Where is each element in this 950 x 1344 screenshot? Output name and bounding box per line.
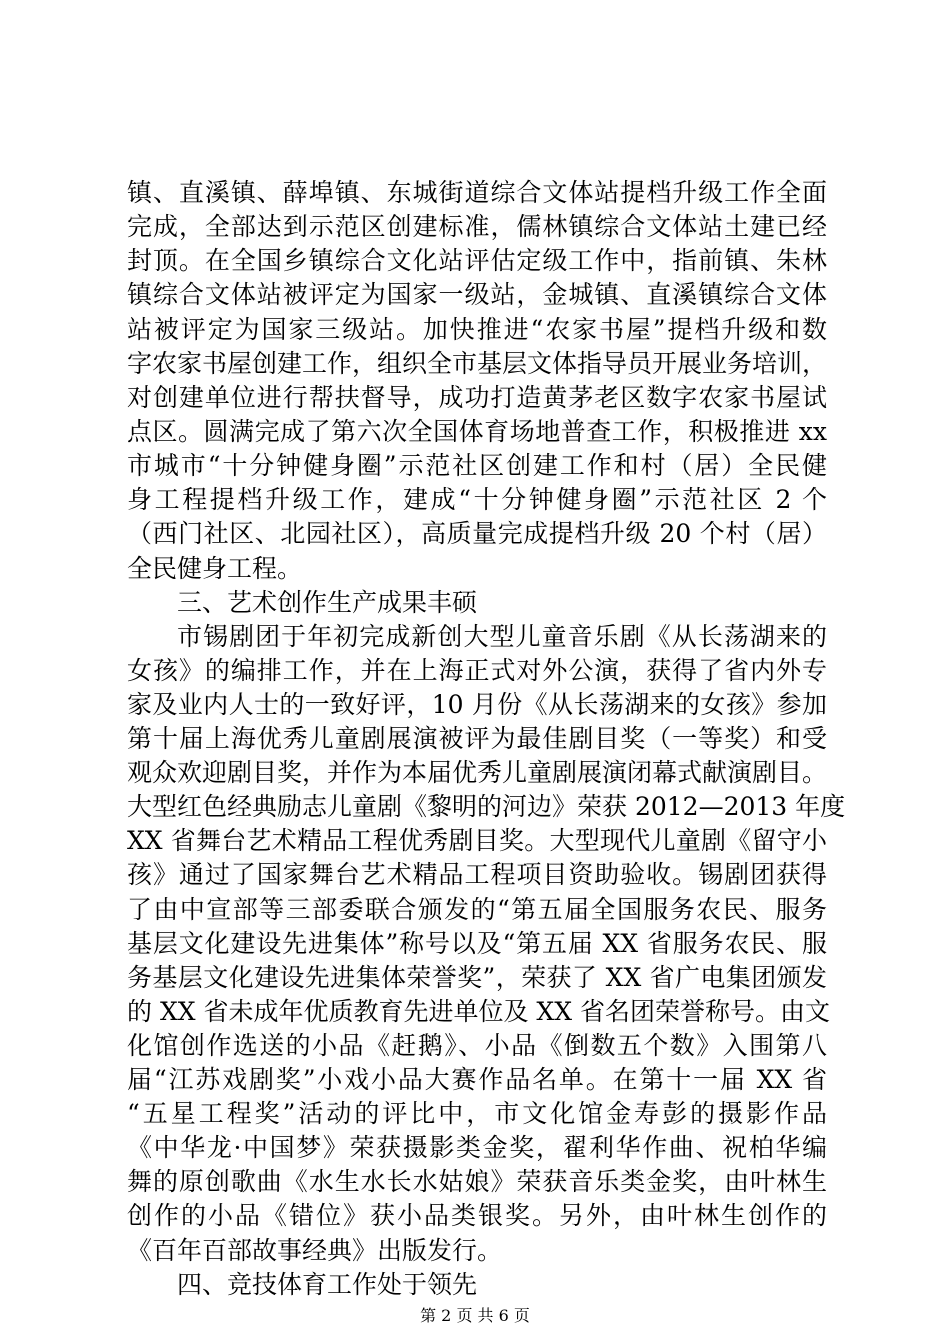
text-line: 观众欢迎剧目奖，并作为本届优秀儿童剧展演闭幕式献演剧目。 bbox=[127, 758, 828, 787]
text-line: 女孩》的编排工作，并在上海正式对外公演，获得了省内外专 bbox=[127, 656, 827, 685]
text-line: 完成，全部达到示范区创建标准，儒林镇综合文体站土建已经 bbox=[127, 212, 827, 241]
text-line: 封顶。在全国乡镇综合文化站评估定级工作中，指前镇、朱林 bbox=[127, 246, 827, 275]
text-line: 了由中宣部等三部委联合颁发的“第五届全国服务农民、服务 bbox=[127, 895, 827, 924]
text-line: 化馆创作选送的小品《赶鹅》、小品《倒数五个数》入围第八 bbox=[127, 1031, 827, 1060]
section-heading: 四、竞技体育工作处于领先 bbox=[177, 1270, 478, 1299]
paragraph-first-line: 市锡剧团于年初完成新创大型儿童音乐剧《从长荡湖来的 bbox=[177, 622, 827, 651]
text-line: 《百年百部故事经典》出版发行。 bbox=[127, 1236, 503, 1265]
text-line: 站被评定为国家三级站。加快推进“农家书屋”提档升级和数 bbox=[127, 315, 827, 344]
text-line: 孩》通过了国家舞台艺术精品工程项目资助验收。锡剧团获得 bbox=[127, 860, 827, 889]
page-footer: 第 2 页 共 6 页 bbox=[420, 1306, 530, 1325]
text-line: 全民健身工程。 bbox=[127, 554, 303, 583]
text-line: 基层文化建设先进集体”称号以及“第五届 XX 省服务农民、服 bbox=[127, 929, 827, 958]
text-line: 点区。圆满完成了第六次全国体育场地普查工作，积极推进 xx bbox=[127, 417, 827, 446]
text-line: 《中华龙·中国梦》荣获摄影类金奖，翟利华作曲、祝柏华编 bbox=[127, 1133, 827, 1162]
text-line: （西门社区、北园社区），高质量完成提档升级 20 个村（居） bbox=[127, 519, 827, 548]
text-line: “五星工程奖”活动的评比中，市文化馆金寿彭的摄影作品 bbox=[127, 1099, 827, 1128]
text-line: 字农家书屋创建工作，组织全市基层文体指导员开展业务培训， bbox=[127, 349, 828, 378]
text-line: 镇、直溪镇、薛埠镇、东城街道综合文体站提档升级工作全面 bbox=[127, 178, 827, 207]
text-line: 务基层文化建设先进集体荣誉奖”，荣获了 XX 省广电集团颁发 bbox=[127, 963, 827, 992]
text-line: 大型红色经典励志儿童剧《黎明的河边》荣获 2012—2013 年度 bbox=[127, 792, 846, 821]
text-line: 的 XX 省未成年优质教育先进单位及 XX 省名团荣誉称号。由文 bbox=[127, 997, 830, 1026]
text-line: 届“江苏戏剧奖”小戏小品大赛作品名单。在第十一届 XX 省 bbox=[127, 1065, 827, 1094]
text-line: 身工程提档升级工作，建成“十分钟健身圈”示范社区 2 个 bbox=[127, 485, 827, 514]
text-line: 创作的小品《错位》获小品类银奖。另外，由叶林生创作的 bbox=[127, 1201, 827, 1230]
text-line: 第十届上海优秀儿童剧展演被评为最佳剧目奖（一等奖）和受 bbox=[127, 724, 827, 753]
text-line: 镇综合文体站被评定为国家一级站，金城镇、直溪镇综合文体 bbox=[127, 280, 827, 309]
text-line: 舞的原创歌曲《水生水长水姑娘》荣获音乐类金奖，由叶林生 bbox=[127, 1167, 827, 1196]
text-line: 家及业内人士的一致好评，10 月份《从长荡湖来的女孩》参加 bbox=[127, 690, 827, 719]
text-line: 对创建单位进行帮扶督导，成功打造黄茅老区数字农家书屋试 bbox=[127, 383, 827, 412]
text-line: XX 省舞台艺术精品工程优秀剧目奖。大型现代儿童剧《留守小 bbox=[127, 826, 827, 855]
text-line: 市城市“十分钟健身圈”示范社区创建工作和村（居）全民健 bbox=[127, 451, 827, 480]
section-heading: 三、艺术创作生产成果丰硕 bbox=[177, 588, 478, 617]
